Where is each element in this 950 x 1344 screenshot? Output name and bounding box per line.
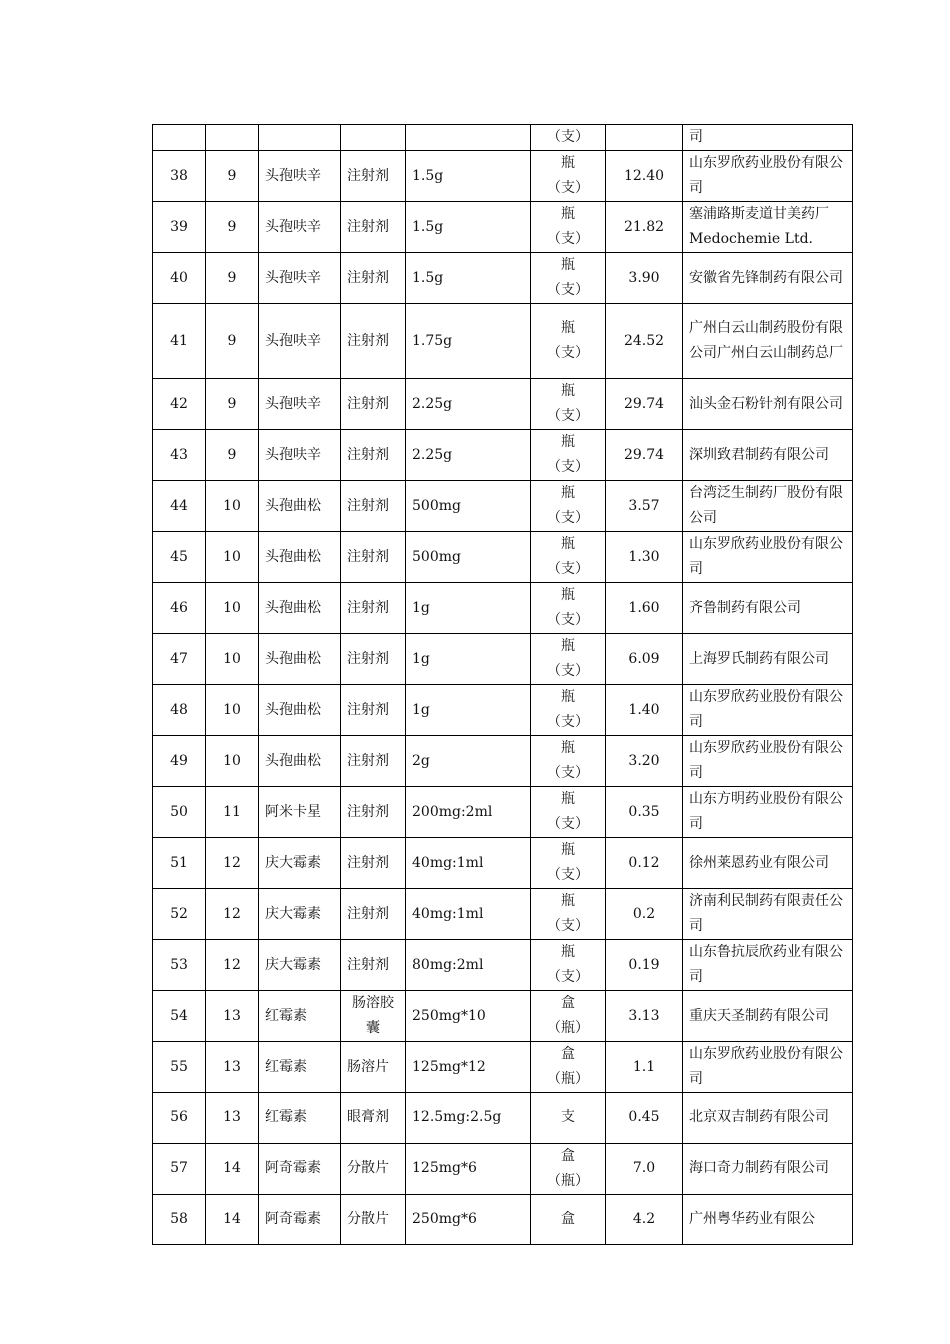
cell-group-no: 14 — [206, 1194, 259, 1245]
cell-manufacturer: 齐鲁制药有限公司 — [683, 583, 853, 634]
unit-line: （支） — [547, 969, 589, 985]
cell-group-no: 10 — [206, 583, 259, 634]
unit-line: 瓶 — [561, 791, 575, 807]
cell-serial-no: 44 — [153, 481, 206, 532]
unit-line: 瓶 — [561, 893, 575, 909]
cell-manufacturer: 山东罗欣药业股份有限公司 — [683, 151, 853, 202]
cell-serial-no: 48 — [153, 685, 206, 736]
cell-specification: 125mg*6 — [406, 1143, 531, 1194]
cell-unit — [531, 304, 606, 379]
cell-unit — [531, 889, 606, 940]
cell-group-no: 9 — [206, 151, 259, 202]
cell-serial-no: 47 — [153, 634, 206, 685]
cell-manufacturer: 山东罗欣药业股份有限公司 — [683, 1042, 853, 1093]
cell-manufacturer: 济南利民制药有限责任公司 — [683, 889, 853, 940]
cell-drug-name: 阿奇霉素 — [259, 1194, 341, 1245]
unit-line: （支） — [547, 867, 589, 883]
cell-specification: 1.5g — [406, 253, 531, 304]
cell-group-no: 13 — [206, 1093, 259, 1144]
cell-price: 12.40 — [606, 151, 683, 202]
cell-manufacturer: 塞浦路斯麦道甘美药厂 Medochemie Ltd. — [683, 202, 853, 253]
unit-line: （支） — [547, 561, 589, 577]
cell-unit — [531, 787, 606, 838]
cell-drug-name: 庆大霉素 — [259, 889, 341, 940]
cell-group-no: 12 — [206, 889, 259, 940]
cell-price: 3.90 — [606, 253, 683, 304]
cell-group-no: 9 — [206, 379, 259, 430]
cell-unit — [531, 125, 606, 151]
table-row — [153, 940, 853, 991]
cell-unit — [531, 202, 606, 253]
unit-line: 瓶 — [561, 155, 575, 171]
cell-drug-name: 红霉素 — [259, 991, 341, 1042]
cell-drug-name: 阿米卡星 — [259, 787, 341, 838]
cell-specification: 1g — [406, 685, 531, 736]
cell-group-no: 10 — [206, 634, 259, 685]
cell-dosage-form: 眼膏剂 — [341, 1093, 406, 1144]
table-row — [153, 991, 853, 1042]
unit-line: 瓶 — [561, 689, 575, 705]
cell-group-no: 10 — [206, 481, 259, 532]
cell-serial-no: 54 — [153, 991, 206, 1042]
cell-serial-no: 51 — [153, 838, 206, 889]
cell-specification: 1.5g — [406, 151, 531, 202]
cell-drug-name: 阿奇霉素 — [259, 1143, 341, 1194]
cell-manufacturer: 山东方明药业股份有限公司 — [683, 787, 853, 838]
cell-group-no: 13 — [206, 1042, 259, 1093]
unit-line: 瓶 — [561, 257, 575, 273]
cell-manufacturer: 山东罗欣药业股份有限公司 — [683, 532, 853, 583]
cell-drug-name: 头孢曲松 — [259, 736, 341, 787]
cell-manufacturer: 重庆天圣制药有限公司 — [683, 991, 853, 1042]
cell-drug-name: 头孢曲松 — [259, 481, 341, 532]
unit-line: （支） — [547, 918, 589, 934]
cell-unit — [531, 940, 606, 991]
unit-line: （支） — [547, 510, 589, 526]
cell-specification: 12.5mg:2.5g — [406, 1093, 531, 1144]
cell-manufacturer: 山东罗欣药业股份有限公司 — [683, 685, 853, 736]
cell-specification: 1.75g — [406, 304, 531, 379]
table-row — [153, 379, 853, 430]
cell-manufacturer: 海口奇力制药有限公司 — [683, 1143, 853, 1194]
unit-line: 盒 — [561, 1046, 575, 1062]
unit-line: （支） — [547, 345, 589, 361]
cell-specification: 500mg — [406, 481, 531, 532]
cell-unit — [531, 379, 606, 430]
cell-unit — [531, 583, 606, 634]
cell-specification: 125mg*12 — [406, 1042, 531, 1093]
cell-manufacturer: 汕头金石粉针剂有限公司 — [683, 379, 853, 430]
cell-serial-no: 58 — [153, 1194, 206, 1245]
cell-dosage-form: 注射剂 — [341, 736, 406, 787]
cell-price: 0.19 — [606, 940, 683, 991]
table-row — [153, 736, 853, 787]
cell-dosage-form: 注射剂 — [341, 304, 406, 379]
cell-specification — [406, 125, 531, 151]
cell-dosage-form — [341, 125, 406, 151]
cell-drug-name: 头孢呋辛 — [259, 304, 341, 379]
unit-line: （瓶） — [547, 1172, 589, 1189]
unit-line: 瓶 — [561, 206, 575, 222]
cell-price: 3.13 — [606, 991, 683, 1042]
cell-dosage-form: 分散片 — [341, 1194, 406, 1245]
table-row — [153, 787, 853, 838]
cell-group-no: 9 — [206, 430, 259, 481]
unit-line: 瓶 — [561, 485, 575, 501]
cell-serial-no: 53 — [153, 940, 206, 991]
cell-specification: 250mg*6 — [406, 1194, 531, 1245]
cell-serial-no: 45 — [153, 532, 206, 583]
cell-drug-name: 庆大霉素 — [259, 838, 341, 889]
cell-manufacturer: 山东鲁抗辰欣药业有限公司 — [683, 940, 853, 991]
cell-dosage-form: 注射剂 — [341, 151, 406, 202]
table-row — [153, 685, 853, 736]
cell-manufacturer: 广州粤华药业有限公 — [683, 1194, 853, 1245]
cell-specification: 500mg — [406, 532, 531, 583]
cell-drug-name: 红霉素 — [259, 1042, 341, 1093]
table-row — [153, 838, 853, 889]
cell-unit — [531, 253, 606, 304]
cell-price: 3.57 — [606, 481, 683, 532]
unit-line: （支） — [547, 129, 589, 145]
unit-line: （支） — [547, 180, 589, 196]
table-row — [153, 532, 853, 583]
cell-serial-no: 39 — [153, 202, 206, 253]
unit-line: 瓶 — [561, 638, 575, 654]
unit-line: 瓶 — [561, 383, 575, 399]
table-row — [153, 889, 853, 940]
unit-line: 瓶 — [561, 587, 575, 603]
unit-line: （支） — [547, 612, 589, 628]
cell-group-no: 12 — [206, 940, 259, 991]
cell-unit — [531, 532, 606, 583]
unit-line: （支） — [547, 663, 589, 679]
cell-unit — [531, 685, 606, 736]
table-row — [153, 304, 853, 379]
table-row — [153, 1042, 853, 1093]
cell-specification: 2.25g — [406, 430, 531, 481]
cell-price: 29.74 — [606, 430, 683, 481]
cell-serial-no: 42 — [153, 379, 206, 430]
cell-price: 3.20 — [606, 736, 683, 787]
cell-drug-name: 庆大霉素 — [259, 940, 341, 991]
cell-unit — [531, 634, 606, 685]
cell-price — [606, 125, 683, 151]
cell-unit — [531, 736, 606, 787]
cell-serial-no — [153, 125, 206, 151]
unit-line: 瓶 — [561, 320, 575, 336]
cell-specification: 40mg:1ml — [406, 838, 531, 889]
cell-unit — [531, 1093, 606, 1144]
cell-manufacturer: 上海罗氏制药有限公司 — [683, 634, 853, 685]
cell-manufacturer: 安徽省先锋制药有限公司 — [683, 253, 853, 304]
cell-drug-name: 头孢呋辛 — [259, 253, 341, 304]
cell-group-no — [206, 125, 259, 151]
cell-price: 1.30 — [606, 532, 683, 583]
cell-unit — [531, 1143, 606, 1194]
cell-drug-name: 头孢曲松 — [259, 583, 341, 634]
cell-serial-no: 46 — [153, 583, 206, 634]
cell-dosage-form: 分散片 — [341, 1143, 406, 1194]
cell-specification: 200mg:2ml — [406, 787, 531, 838]
cell-dosage-form: 注射剂 — [341, 889, 406, 940]
unit-line: 瓶 — [561, 740, 575, 756]
cell-group-no: 13 — [206, 991, 259, 1042]
cell-serial-no: 40 — [153, 253, 206, 304]
cell-drug-name — [259, 125, 341, 151]
cell-manufacturer: 广州白云山制药股份有限公司广州白云山制药总厂 — [683, 304, 853, 379]
cell-dosage-form: 注射剂 — [341, 838, 406, 889]
unit-line: 盒 — [561, 1147, 575, 1164]
cell-price: 0.12 — [606, 838, 683, 889]
cell-dosage-form: 注射剂 — [341, 634, 406, 685]
cell-dosage-form: 注射剂 — [341, 787, 406, 838]
unit-line: （支） — [547, 459, 589, 475]
cell-dosage-form: 注射剂 — [341, 253, 406, 304]
cell-manufacturer: 徐州莱恩药业有限公司 — [683, 838, 853, 889]
cell-group-no: 11 — [206, 787, 259, 838]
drug-price-table — [152, 124, 853, 1245]
cell-price: 24.52 — [606, 304, 683, 379]
cell-price: 4.2 — [606, 1194, 683, 1245]
cell-group-no: 10 — [206, 532, 259, 583]
cell-manufacturer: 深圳致君制药有限公司 — [683, 430, 853, 481]
unit-line: 瓶 — [561, 842, 575, 858]
unit-line: 盒 — [561, 995, 575, 1011]
cell-specification: 40mg:1ml — [406, 889, 531, 940]
cell-specification: 1g — [406, 583, 531, 634]
table-row — [153, 430, 853, 481]
cell-price: 0.35 — [606, 787, 683, 838]
cell-specification: 80mg:2ml — [406, 940, 531, 991]
cell-group-no: 9 — [206, 253, 259, 304]
cell-manufacturer: 司 — [683, 125, 853, 151]
cell-dosage-form: 肠溶胶囊 — [341, 991, 406, 1042]
table-row — [153, 125, 853, 151]
table-row — [153, 583, 853, 634]
cell-dosage-form: 肠溶片 — [341, 1042, 406, 1093]
unit-line: （瓶） — [547, 1071, 589, 1087]
unit-line: 盒 — [561, 1210, 575, 1227]
cell-drug-name: 头孢曲松 — [259, 685, 341, 736]
cell-serial-no: 49 — [153, 736, 206, 787]
unit-line: （支） — [547, 816, 589, 832]
cell-drug-name: 头孢呋辛 — [259, 151, 341, 202]
cell-serial-no: 43 — [153, 430, 206, 481]
cell-price: 0.2 — [606, 889, 683, 940]
cell-unit — [531, 991, 606, 1042]
table-row — [153, 634, 853, 685]
cell-serial-no: 56 — [153, 1093, 206, 1144]
cell-group-no: 12 — [206, 838, 259, 889]
unit-line: （支） — [547, 231, 589, 247]
cell-group-no: 9 — [206, 202, 259, 253]
cell-price: 1.1 — [606, 1042, 683, 1093]
unit-line: （瓶） — [547, 1020, 589, 1036]
cell-manufacturer: 台湾泛生制药厂股份有限公司 — [683, 481, 853, 532]
cell-drug-name: 头孢呋辛 — [259, 430, 341, 481]
cell-price: 1.40 — [606, 685, 683, 736]
cell-unit — [531, 481, 606, 532]
cell-dosage-form: 注射剂 — [341, 685, 406, 736]
table-row — [153, 1093, 853, 1144]
cell-price: 6.09 — [606, 634, 683, 685]
cell-specification: 250mg*10 — [406, 991, 531, 1042]
unit-line: （支） — [547, 408, 589, 424]
cell-dosage-form: 注射剂 — [341, 430, 406, 481]
cell-unit — [531, 151, 606, 202]
cell-price: 7.0 — [606, 1143, 683, 1194]
cell-unit — [531, 838, 606, 889]
cell-dosage-form: 注射剂 — [341, 940, 406, 991]
table-row — [153, 1143, 853, 1194]
unit-line: 瓶 — [561, 434, 575, 450]
cell-group-no: 9 — [206, 304, 259, 379]
table-row — [153, 253, 853, 304]
cell-unit — [531, 1194, 606, 1245]
cell-price: 1.60 — [606, 583, 683, 634]
cell-serial-no: 50 — [153, 787, 206, 838]
unit-line: 瓶 — [561, 536, 575, 552]
cell-serial-no: 55 — [153, 1042, 206, 1093]
unit-line: 支 — [561, 1109, 575, 1126]
cell-price: 0.45 — [606, 1093, 683, 1144]
cell-drug-name: 头孢曲松 — [259, 532, 341, 583]
table-row — [153, 151, 853, 202]
cell-serial-no: 41 — [153, 304, 206, 379]
cell-drug-name: 头孢曲松 — [259, 634, 341, 685]
cell-drug-name: 头孢呋辛 — [259, 202, 341, 253]
cell-dosage-form: 注射剂 — [341, 481, 406, 532]
cell-group-no: 10 — [206, 685, 259, 736]
cell-dosage-form: 注射剂 — [341, 379, 406, 430]
cell-group-no: 10 — [206, 736, 259, 787]
cell-price: 29.74 — [606, 379, 683, 430]
cell-serial-no: 57 — [153, 1143, 206, 1194]
cell-drug-name: 红霉素 — [259, 1093, 341, 1144]
cell-dosage-form: 注射剂 — [341, 532, 406, 583]
cell-specification: 1.5g — [406, 202, 531, 253]
cell-dosage-form: 注射剂 — [341, 202, 406, 253]
unit-line: （支） — [547, 282, 589, 298]
unit-line: （支） — [547, 765, 589, 781]
cell-specification: 2.25g — [406, 379, 531, 430]
cell-price: 21.82 — [606, 202, 683, 253]
cell-unit — [531, 430, 606, 481]
cell-manufacturer: 北京双吉制药有限公司 — [683, 1093, 853, 1144]
table-row — [153, 202, 853, 253]
table-body — [153, 125, 853, 1245]
cell-specification: 2g — [406, 736, 531, 787]
cell-dosage-form: 注射剂 — [341, 583, 406, 634]
cell-specification: 1g — [406, 634, 531, 685]
table-row — [153, 481, 853, 532]
table-row — [153, 1194, 853, 1245]
cell-serial-no: 38 — [153, 151, 206, 202]
cell-unit — [531, 1042, 606, 1093]
cell-group-no: 14 — [206, 1143, 259, 1194]
cell-serial-no: 52 — [153, 889, 206, 940]
unit-line: 瓶 — [561, 944, 575, 960]
unit-line: （支） — [547, 714, 589, 730]
cell-drug-name: 头孢呋辛 — [259, 379, 341, 430]
cell-manufacturer: 山东罗欣药业股份有限公司 — [683, 736, 853, 787]
